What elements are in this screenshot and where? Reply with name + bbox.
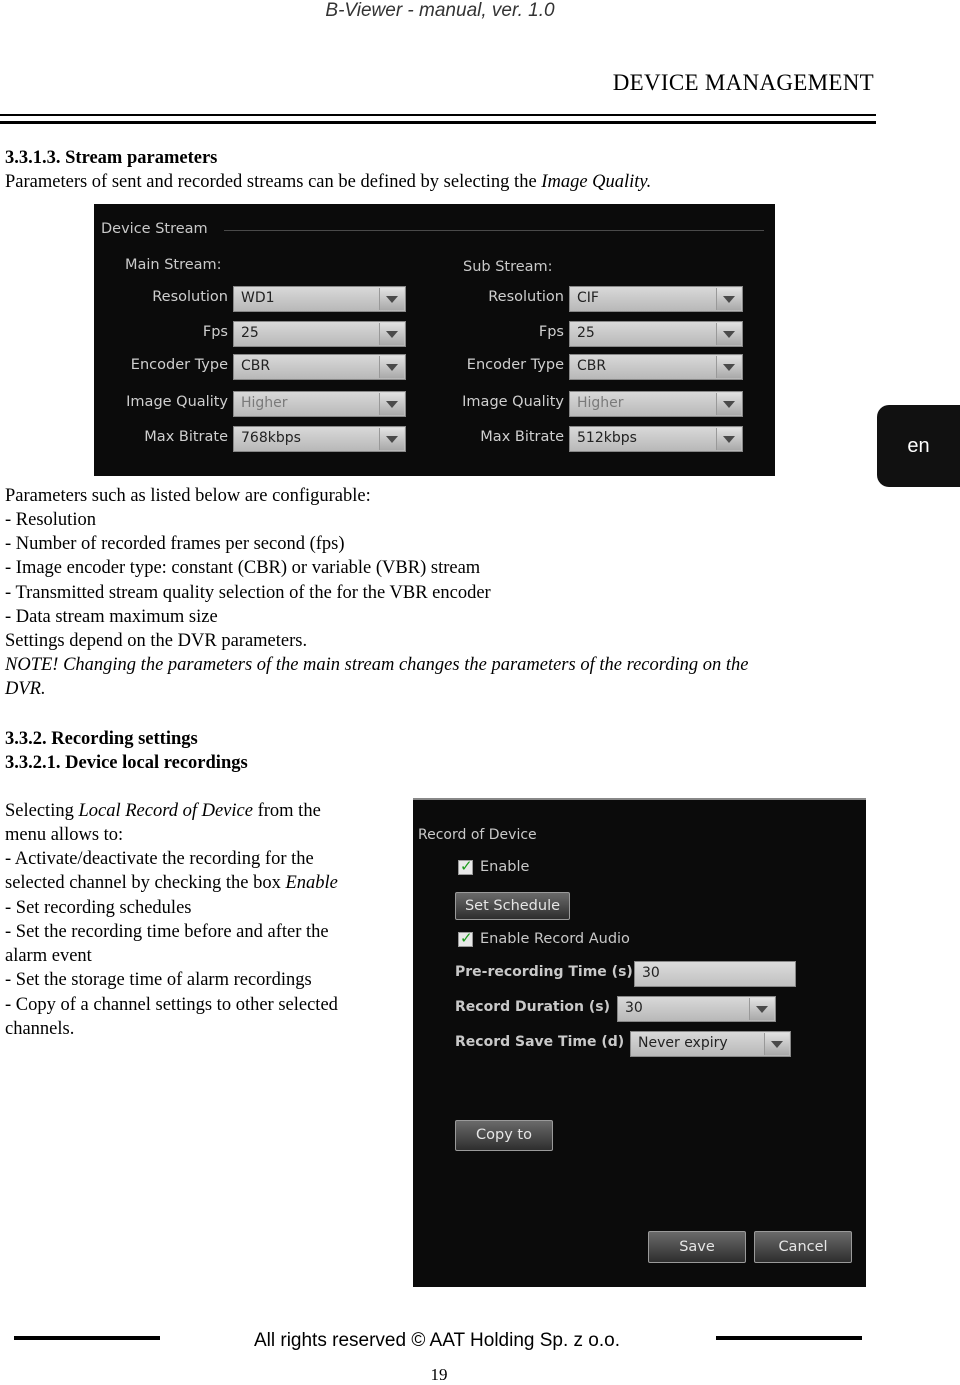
chevron-down-icon bbox=[379, 393, 404, 415]
device-stream-panel bbox=[94, 204, 775, 476]
main-fps-select[interactable] bbox=[233, 321, 406, 347]
set-schedule-button[interactable]: Set Schedule bbox=[455, 892, 570, 920]
sub-encoder-select[interactable] bbox=[569, 354, 743, 380]
pre-recording-value: 30 bbox=[642, 965, 660, 981]
params-intro: Parameters such as listed below are configurable: bbox=[5, 486, 371, 506]
main-resolution-select[interactable] bbox=[233, 286, 406, 312]
header-rule bbox=[0, 114, 876, 116]
recording-settings-heading: 3.3.2. Recording settings bbox=[5, 729, 198, 749]
body-line: - Activate/deactivate the recording for the bbox=[5, 849, 314, 869]
record-panel-title: Record of Device bbox=[418, 827, 537, 843]
sub-quality-value: Higher bbox=[577, 395, 624, 411]
main-encoder-select[interactable] bbox=[233, 354, 406, 380]
copyright-text: All rights reserved © AAT Holding Sp. z o.o. bbox=[253, 1330, 621, 1351]
title-separator bbox=[224, 230, 764, 231]
chevron-down-icon bbox=[379, 288, 404, 310]
chevron-down-icon bbox=[716, 323, 741, 345]
device-stream-title: Device Stream bbox=[101, 221, 208, 237]
text-span: selected channel by checking the box bbox=[5, 873, 286, 893]
params-item: - Image encoder type: constant (CBR) or variable (VBR) stream bbox=[5, 558, 481, 578]
record-of-device-panel bbox=[413, 798, 866, 1287]
body-line bbox=[5, 871, 338, 895]
italic-span: Enable bbox=[285, 873, 338, 893]
main-quality-select[interactable] bbox=[233, 391, 406, 417]
enable-record-audio-checkbox[interactable] bbox=[458, 932, 473, 947]
note-line-2: DVR. bbox=[5, 679, 46, 699]
params-item: - Transmitted stream quality selection of the for the VBR encoder bbox=[5, 583, 491, 603]
enable-record-audio-label: Enable Record Audio bbox=[480, 931, 630, 947]
sub-fps-value: 25 bbox=[577, 325, 595, 341]
main-resolution-label: Resolution bbox=[152, 289, 228, 305]
body-line: menu allows to: bbox=[5, 825, 124, 845]
sub-encoder-label: Encoder Type bbox=[466, 357, 564, 373]
main-encoder-label: Encoder Type bbox=[130, 357, 228, 373]
chevron-down-icon bbox=[716, 288, 741, 310]
params-item: - Resolution bbox=[5, 510, 96, 530]
main-resolution-value: WD1 bbox=[241, 290, 275, 306]
main-encoder-value: CBR bbox=[241, 358, 271, 374]
text-span: Selecting bbox=[5, 801, 79, 821]
local-recordings-heading: 3.3.2.1. Device local recordings bbox=[5, 753, 248, 773]
stream-parameters-heading: 3.3.1.3. Stream parameters bbox=[5, 148, 218, 168]
record-duration-label: Record Duration (s) bbox=[455, 999, 611, 1015]
body-line: alarm event bbox=[5, 946, 92, 966]
pre-recording-input[interactable] bbox=[634, 961, 796, 987]
sub-bitrate-label: Max Bitrate bbox=[480, 429, 564, 445]
chevron-down-icon bbox=[716, 428, 741, 450]
sub-bitrate-value: 512kbps bbox=[577, 430, 637, 446]
sub-resolution-value: CIF bbox=[577, 290, 599, 306]
params-item: - Number of recorded frames per second (fps) bbox=[5, 534, 345, 554]
record-duration-select[interactable] bbox=[617, 996, 776, 1022]
main-quality-value: Higher bbox=[241, 395, 288, 411]
chevron-down-icon bbox=[379, 323, 404, 345]
main-quality-label: Image Quality bbox=[126, 394, 228, 410]
main-fps-value: 25 bbox=[241, 325, 259, 341]
chevron-down-icon bbox=[716, 393, 741, 415]
cancel-button[interactable]: Cancel bbox=[754, 1231, 852, 1263]
header-rule-thick bbox=[0, 121, 876, 124]
italic-span: Local Record of Device bbox=[78, 801, 253, 821]
sub-resolution-select[interactable] bbox=[569, 286, 743, 312]
copy-to-button[interactable]: Copy to bbox=[455, 1120, 553, 1151]
sub-bitrate-select[interactable] bbox=[569, 426, 743, 452]
main-bitrate-value: 768kbps bbox=[241, 430, 301, 446]
chevron-down-icon bbox=[749, 998, 774, 1020]
main-fps-label: Fps bbox=[202, 324, 228, 340]
intro-text: Parameters of sent and recorded streams can be defined by selecting the bbox=[5, 172, 542, 192]
section-title: DEVICE MANAGEMENT bbox=[612, 70, 874, 95]
chevron-down-icon bbox=[379, 428, 404, 450]
body-line bbox=[5, 799, 321, 823]
main-stream-title: Main Stream: bbox=[125, 257, 222, 273]
sub-quality-select[interactable] bbox=[569, 391, 743, 417]
page-number: 19 bbox=[430, 1365, 448, 1384]
main-bitrate-select[interactable] bbox=[233, 426, 406, 452]
chevron-down-icon bbox=[379, 356, 404, 378]
settings-note: Settings depend on the DVR parameters. bbox=[5, 631, 308, 651]
body-line: - Set recording schedules bbox=[5, 898, 192, 918]
body-line: channels. bbox=[5, 1019, 75, 1039]
sub-resolution-label: Resolution bbox=[488, 289, 564, 305]
body-line: - Copy of a channel settings to other selected bbox=[5, 995, 338, 1015]
record-save-time-select[interactable] bbox=[630, 1031, 791, 1057]
sub-stream-title: Sub Stream: bbox=[463, 259, 553, 275]
chevron-down-icon bbox=[716, 356, 741, 378]
stream-parameters-intro bbox=[5, 170, 651, 194]
sub-quality-label: Image Quality bbox=[462, 394, 564, 410]
text-span: from the bbox=[252, 801, 321, 821]
manual-title: B-Viewer - manual, ver. 1.0 bbox=[325, 0, 555, 21]
record-save-time-value: Never expiry bbox=[638, 1035, 728, 1051]
sub-fps-select[interactable] bbox=[569, 321, 743, 347]
chevron-down-icon bbox=[764, 1033, 789, 1055]
main-bitrate-label: Max Bitrate bbox=[144, 429, 228, 445]
enable-label: Enable bbox=[480, 859, 530, 875]
body-line: - Set the recording time before and after the bbox=[5, 922, 329, 942]
body-line: - Set the storage time of alarm recordings bbox=[5, 970, 312, 990]
record-save-time-label: Record Save Time (d) bbox=[455, 1034, 625, 1050]
pre-recording-label: Pre-recording Time (s) bbox=[455, 964, 633, 980]
record-duration-value: 30 bbox=[625, 1000, 643, 1016]
sub-fps-label: Fps bbox=[538, 324, 564, 340]
intro-italic: Image Quality. bbox=[541, 172, 652, 192]
params-item: - Data stream maximum size bbox=[5, 607, 218, 627]
enable-checkbox[interactable] bbox=[458, 860, 473, 875]
sub-encoder-value: CBR bbox=[577, 358, 607, 374]
save-button[interactable]: Save bbox=[648, 1231, 746, 1263]
language-tab: en bbox=[877, 405, 960, 487]
note-line-1: NOTE! Changing the parameters of the main stream changes the parameters of the recording on the bbox=[5, 655, 749, 675]
